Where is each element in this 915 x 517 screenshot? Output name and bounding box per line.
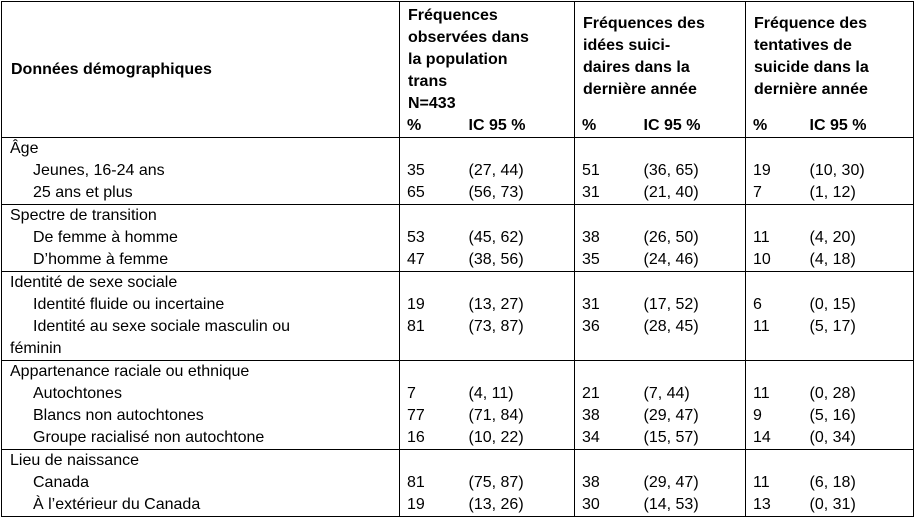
attempts-ci: (5, 16) [806, 405, 914, 427]
table-row [2, 249, 914, 272]
observed-pct: 81 [400, 316, 465, 361]
attempts-pct: 9 [746, 405, 806, 427]
group-title: Âge [2, 138, 400, 161]
attempts-pct: 11 [746, 472, 806, 494]
header-id-ci: IC 95 % [643, 117, 701, 134]
observed-ci: (13, 26) [465, 494, 575, 517]
header-obs-pct: % [400, 115, 465, 138]
header-obs-ci: IC 95 % [468, 117, 526, 134]
demographics-table [1, 1, 914, 517]
row-label: Identité fluide ou incertaine [2, 294, 400, 316]
empty-cell [746, 361, 806, 384]
empty-cell [400, 138, 465, 161]
observed-pct: 65 [400, 182, 465, 205]
observed-pct: 35 [400, 160, 465, 182]
observed-ci: (10, 22) [468, 429, 524, 446]
empty-cell [640, 205, 746, 228]
empty-cell [746, 138, 806, 161]
empty-cell [575, 205, 640, 228]
row-label: Blancs non autochtones [2, 405, 400, 427]
attempts-ci: (6, 18) [806, 472, 914, 494]
empty-cell [575, 272, 640, 295]
observed-pct: 47 [400, 249, 465, 272]
observed-pct: 7 [400, 383, 465, 405]
ideation-pct: 31 [575, 294, 640, 316]
attempts-ci: (10, 30) [806, 160, 914, 182]
attempts-ci: (5, 17) [806, 316, 914, 361]
ideation-pct: 31 [575, 182, 640, 205]
table-row [2, 227, 914, 249]
ideation-ci: (24, 46) [643, 251, 699, 268]
empty-cell [400, 272, 465, 295]
row-label: 25 ans et plus [2, 182, 400, 205]
table-row [2, 494, 914, 517]
ideation-ci: (21, 40) [643, 184, 699, 201]
group-title-row [2, 450, 914, 473]
attempts-pct: 11 [746, 383, 806, 405]
ideation-pct: 35 [575, 249, 640, 272]
empty-cell [465, 205, 575, 228]
ideation-pct: 38 [575, 227, 640, 249]
empty-cell [465, 138, 575, 161]
attempts-pct: 13 [746, 494, 806, 517]
empty-cell [465, 361, 575, 384]
empty-cell [575, 138, 640, 161]
attempts-ci: (0, 31) [806, 494, 914, 517]
attempts-ci: (0, 28) [806, 383, 914, 405]
empty-cell [746, 272, 806, 295]
ideation-ci: (36, 65) [643, 162, 699, 179]
ideation-pct: 38 [575, 405, 640, 427]
group-title: Lieu de naissance [2, 450, 400, 473]
table-row [2, 472, 914, 494]
attempts-ci: (0, 15) [806, 294, 914, 316]
table-row [2, 160, 914, 182]
empty-cell [640, 361, 746, 384]
observed-pct: 16 [400, 427, 465, 450]
attempts-pct: 10 [746, 249, 806, 272]
ideation-ci: (7, 44) [643, 385, 690, 402]
empty-cell [465, 450, 575, 473]
observed-pct: 19 [400, 294, 465, 316]
observed-pct: 81 [400, 472, 465, 494]
row-label: De femme à homme [2, 227, 400, 249]
ideation-ci: (26, 50) [643, 229, 699, 246]
empty-cell [400, 450, 465, 473]
observed-ci: (13, 27) [468, 296, 524, 313]
row-label: Canada [2, 472, 400, 494]
ideation-pct: 38 [575, 472, 640, 494]
empty-cell [806, 272, 914, 295]
empty-cell [806, 138, 914, 161]
empty-cell [806, 205, 914, 228]
ideation-pct: 21 [575, 383, 640, 405]
table-row [2, 294, 914, 316]
group-title: Appartenance raciale ou ethnique [2, 361, 400, 384]
group-title-row [2, 205, 914, 228]
header-demographics: Données démographiques [2, 2, 400, 138]
row-label: D’homme à femme [2, 249, 400, 272]
row-label: Autochtones [2, 383, 400, 405]
observed-pct: 53 [400, 227, 465, 249]
table-row [2, 316, 914, 361]
observed-ci: (75, 87) [468, 474, 524, 491]
ideation-ci: (28, 45) [643, 318, 699, 335]
row-label: À l’extérieur du Canada [2, 494, 400, 517]
ideation-pct: 34 [575, 427, 640, 450]
empty-cell [746, 450, 806, 473]
group-title-row [2, 272, 914, 295]
table-row [2, 427, 914, 450]
header-at-pct: % [746, 115, 806, 138]
empty-cell [806, 361, 914, 384]
observed-ci: (71, 84) [468, 407, 524, 424]
row-label: Groupe racialisé non autochtone [2, 427, 400, 450]
empty-cell [575, 450, 640, 473]
empty-cell [465, 272, 575, 295]
observed-ci: (38, 56) [468, 251, 524, 268]
empty-cell [400, 205, 465, 228]
attempts-ci: (1, 12) [806, 182, 914, 205]
ideation-ci: (14, 53) [640, 494, 746, 517]
empty-cell [746, 205, 806, 228]
observed-ci: (56, 73) [468, 184, 524, 201]
ideation-pct: 51 [575, 160, 640, 182]
empty-cell [575, 361, 640, 384]
attempts-pct: 6 [746, 294, 806, 316]
row-label: Identité au sexe sociale masculin ou féminin [2, 316, 400, 361]
header-attempts: Fréquence des tentatives de suicide dans la dernière année [746, 2, 914, 116]
ideation-pct: 36 [575, 316, 640, 361]
observed-ci: (45, 62) [468, 229, 524, 246]
group-title: Spectre de transition [2, 205, 400, 228]
empty-cell [400, 361, 465, 384]
ideation-ci: (17, 52) [643, 296, 699, 313]
attempts-ci: (4, 20) [806, 227, 914, 249]
attempts-pct: 14 [746, 427, 806, 450]
table-row [2, 383, 914, 405]
header-id-pct: % [575, 115, 640, 138]
attempts-ci: (4, 18) [806, 249, 914, 272]
attempts-ci: (0, 34) [806, 427, 914, 450]
observed-pct: 77 [400, 405, 465, 427]
empty-cell [640, 138, 746, 161]
attempts-pct: 19 [746, 160, 806, 182]
empty-cell [806, 450, 914, 473]
ideation-ci: (29, 47) [643, 407, 699, 424]
header-observed: Fréquences observées dans la population trans N=433 [400, 2, 575, 116]
group-title-row [2, 138, 914, 161]
observed-pct: 19 [400, 494, 465, 517]
group-title: Identité de sexe sociale [2, 272, 400, 295]
observed-ci: (27, 44) [468, 162, 524, 179]
observed-ci: (4, 11) [468, 385, 514, 402]
row-label: Jeunes, 16-24 ans [2, 160, 400, 182]
attempts-pct: 11 [746, 227, 806, 249]
ideation-ci: (15, 57) [643, 429, 699, 446]
header-at-ci: IC 95 % [806, 115, 914, 138]
empty-cell [640, 450, 746, 473]
observed-ci: (73, 87) [468, 318, 524, 335]
attempts-pct: 11 [746, 316, 806, 361]
empty-cell [640, 272, 746, 295]
header-ideation: Fréquences des idées suici- daires dans la dernière année [575, 2, 746, 116]
table-row [2, 182, 914, 205]
ideation-pct: 30 [575, 494, 640, 517]
ideation-ci: (29, 47) [643, 474, 699, 491]
group-title-row [2, 361, 914, 384]
attempts-pct: 7 [746, 182, 806, 205]
table-row [2, 405, 914, 427]
